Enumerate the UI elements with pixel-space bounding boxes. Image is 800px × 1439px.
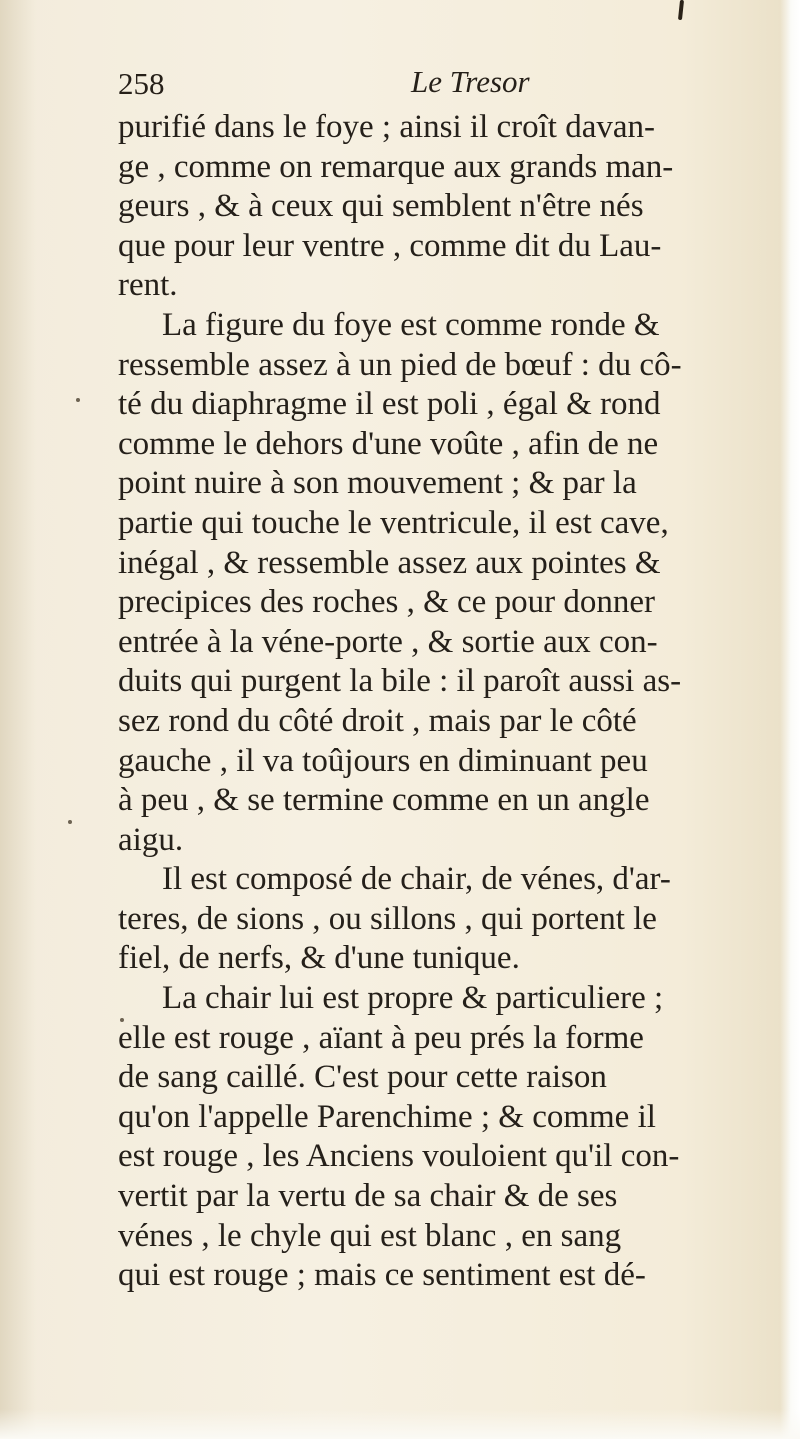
page-edge-bottom (0, 1409, 800, 1439)
text-line: ressemble assez à un pied de bœuf : du cô- (118, 346, 682, 383)
text-line: sez rond du côté droit , mais par le côté (118, 702, 637, 739)
page-edge-right (780, 0, 800, 1439)
margin-mark (76, 398, 80, 402)
text-line: que pour leur ventre , comme dit du Lau- (118, 227, 662, 264)
text-line: gauche , il va toûjours en diminuant peu (118, 742, 648, 779)
body-text (118, 108, 758, 1296)
text-line: té du diaphragme il est poli , égal & rond (118, 386, 661, 423)
paragraph-start-line: La chair lui est propre & particuliere ; (162, 980, 664, 1017)
text-line: inégal , & ressemble assez aux pointes & (118, 544, 661, 581)
text-line: aigu. (118, 821, 184, 858)
text-line: elle est rouge , aïant à peu prés la forme (118, 1019, 644, 1056)
text-line: vénes , le chyle qui est blanc , en sang (118, 1217, 622, 1254)
text-line: de sang caillé. C'est pour cette raison (118, 1059, 607, 1096)
text-line: vertit par la vertu de sa chair & de ses (118, 1178, 618, 1215)
text-line: qu'on l'appelle Parenchime ; & comme il (118, 1098, 656, 1135)
text-line: partie qui touche le ventricule, il est cave, (118, 504, 669, 541)
text-line: point nuire à son mouvement ; & par la (118, 465, 637, 502)
text-line: precipices des roches , & ce pour donner (118, 584, 655, 621)
text-line: ge , comme on remarque aux grands man- (118, 148, 674, 185)
text-line: duits qui purgent la bile : il paroît aussi as- (118, 663, 682, 700)
paragraph-start-line: La figure du foye est comme ronde & (162, 306, 660, 343)
text-line: comme le dehors d'une voûte , afin de ne (118, 425, 659, 462)
text-line: fiel, de nerfs, & d'une tunique. (118, 940, 520, 977)
page-header (118, 62, 678, 102)
paragraph-start-line: Il est composé de chair, de vénes, d'ar- (162, 861, 671, 898)
text-line: purifié dans le foye ; ainsi il croît davan- (118, 109, 655, 145)
text-line: geurs , & à ceux qui semblent n'être nés (118, 188, 644, 225)
ink-mark (678, 0, 684, 20)
text-line: entrée à la véne-porte , & sortie aux con- (118, 623, 658, 660)
text-line: qui est rouge ; mais ce sentiment est dé- (118, 1257, 646, 1294)
text-line: teres, de sions , ou sillons , qui portent le (118, 900, 657, 937)
text-line: à peu , & se termine comme en un angle (118, 782, 650, 819)
text-line: est rouge , les Anciens vouloient qu'il con- (118, 1138, 680, 1175)
page-number: 258 (118, 66, 165, 101)
running-title: Le Tresor (411, 64, 530, 99)
spine-shadow (0, 0, 36, 1439)
margin-mark (68, 820, 72, 824)
text-line: rent. (118, 267, 178, 304)
